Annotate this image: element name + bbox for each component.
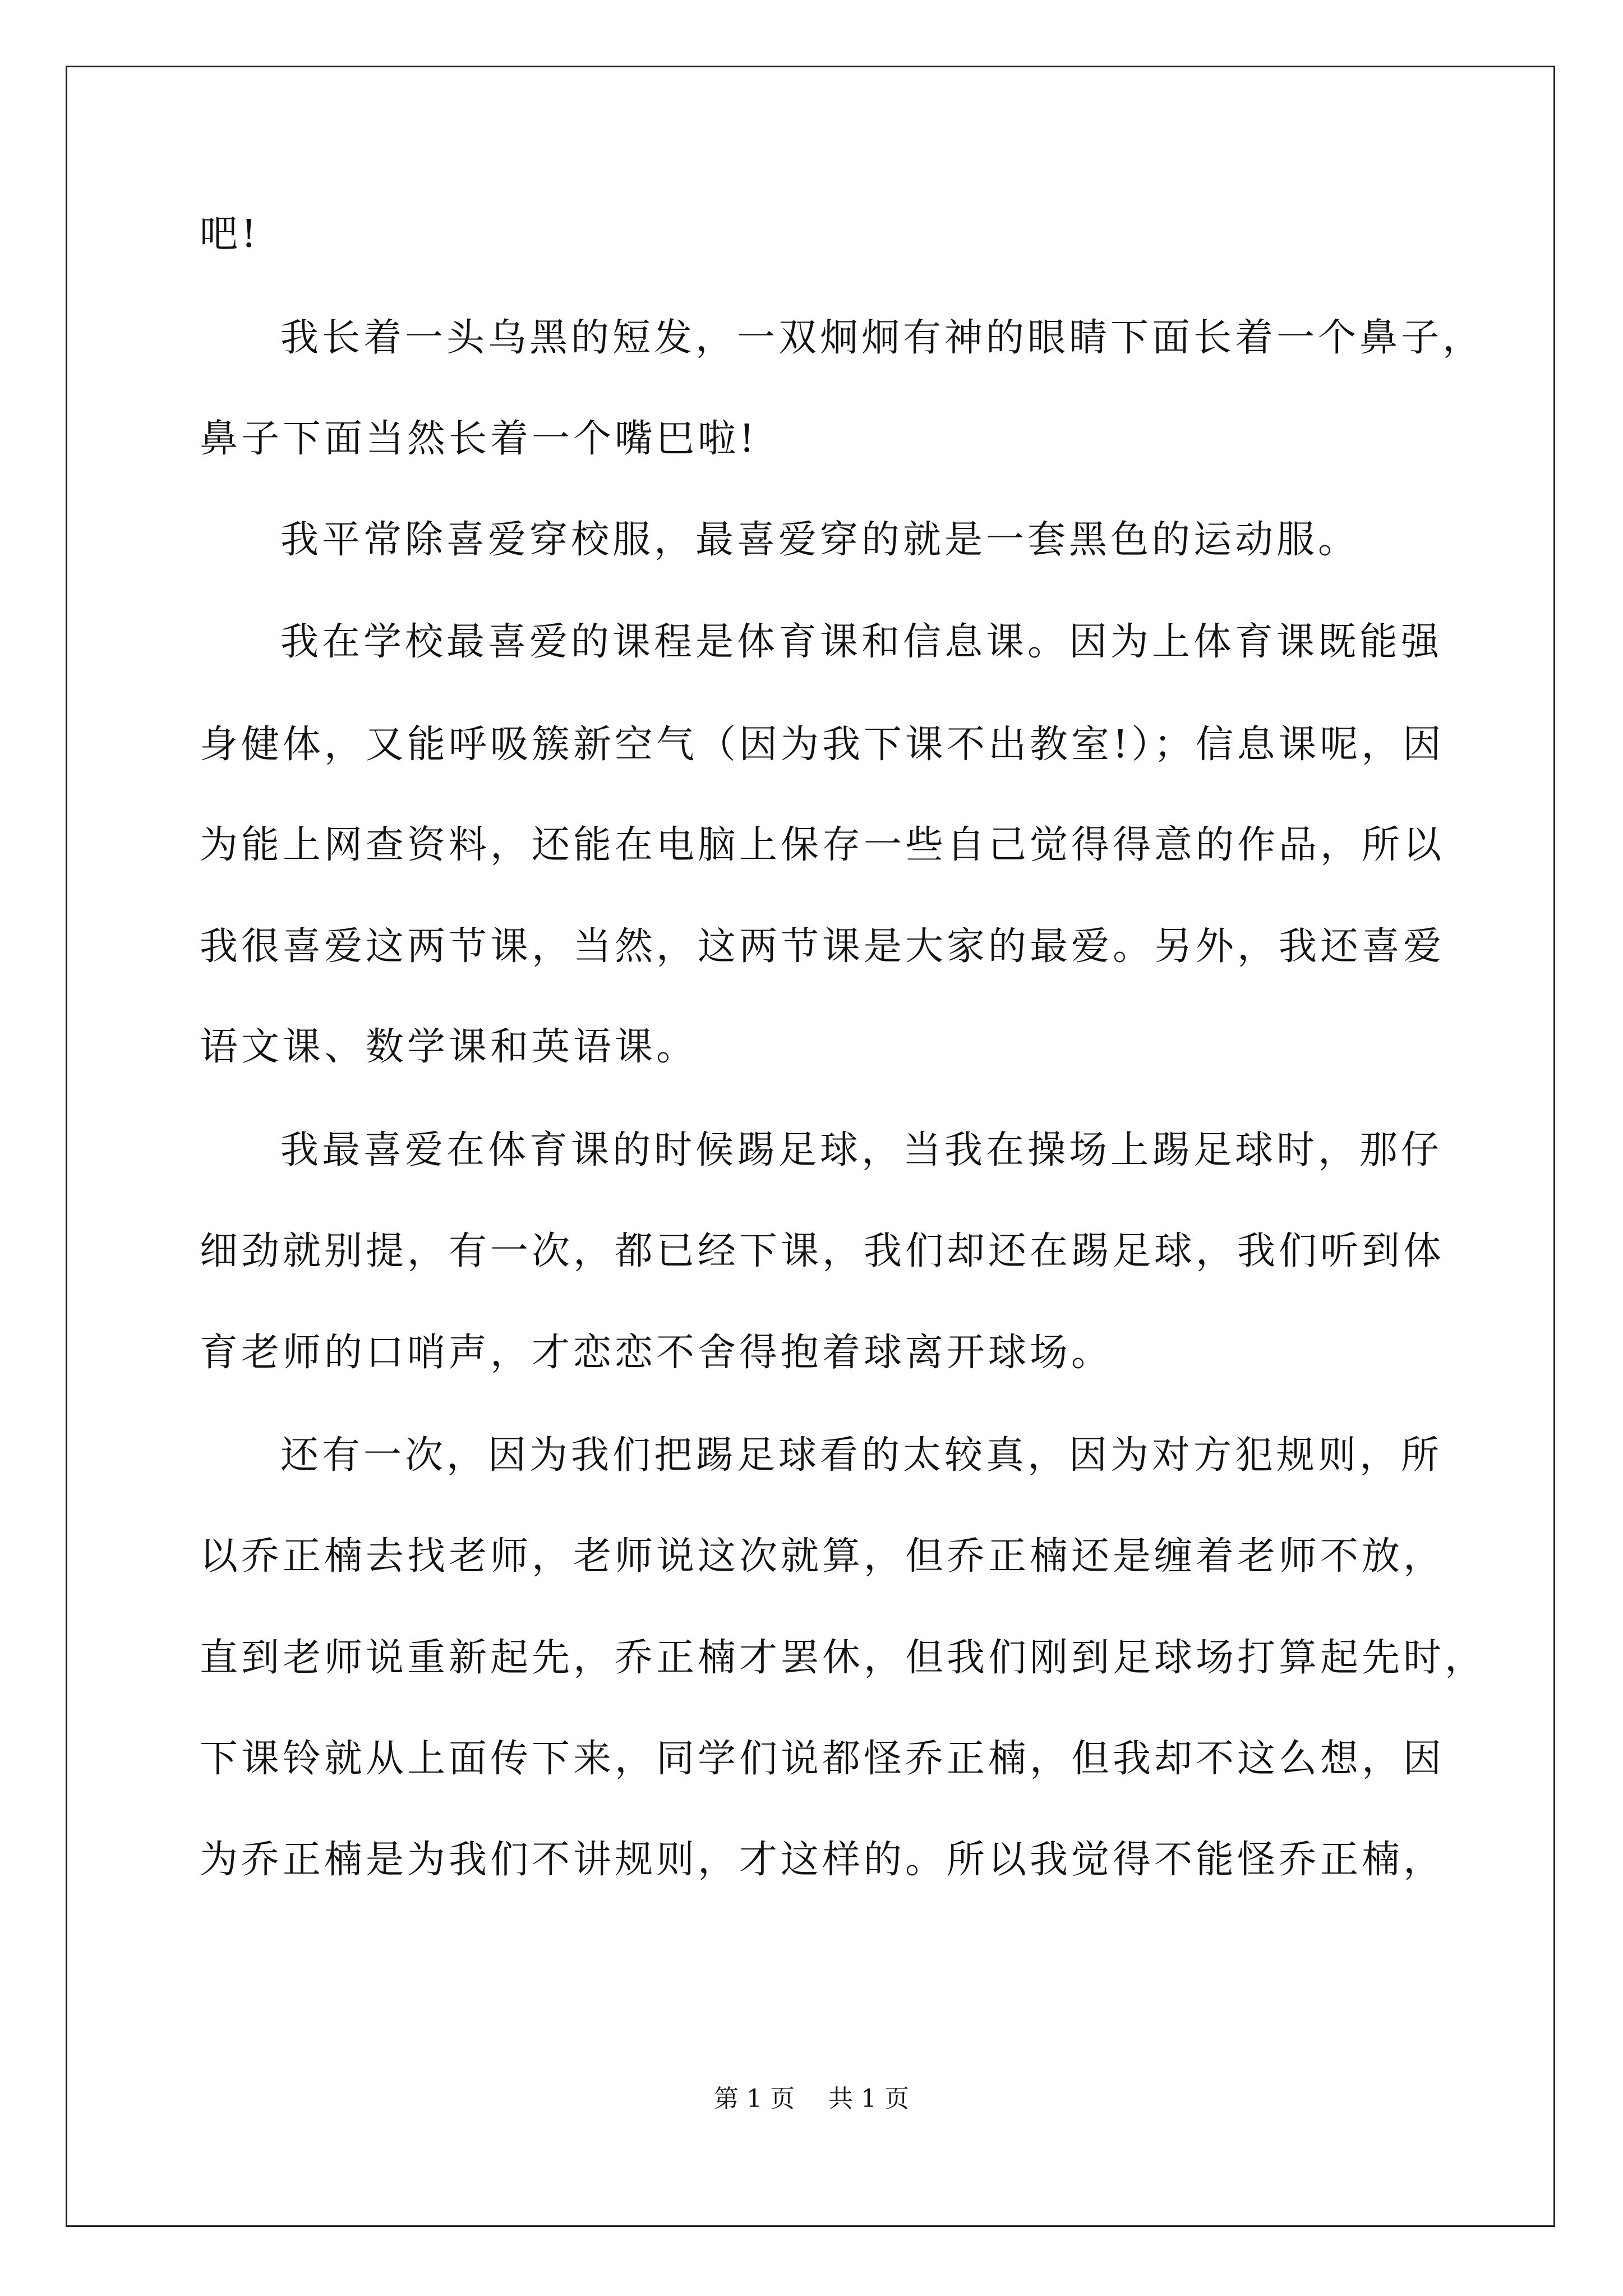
text-line-11: 细劲就别提，有一次，都已经下课，我们却还在踢足球，我们听到体 bbox=[200, 1229, 1445, 1273]
text-line-4: 我平常除喜爱穿校服，最喜爱穿的就是一套黑色的运动服。 bbox=[280, 518, 1360, 562]
text-line-7: 为能上网查资料，还能在电脑上保存一些自己觉得得意的作品，所以 bbox=[200, 823, 1445, 867]
text-line-16: 下课铃就从上面传下来，同学们说都怪乔正楠，但我却不这么想，因 bbox=[200, 1737, 1445, 1781]
text-line-10: 我最喜爱在体育课的时候踢足球，当我在操场上踢足球时，那仔 bbox=[280, 1128, 1443, 1172]
text-line-8: 我很喜爱这两节课，当然，这两节课是大家的最爱。另外，我还喜爱 bbox=[200, 924, 1445, 969]
text-line-6: 身健体，又能呼吸簇新空气（因为我下课不出教室!）；信息课呢，因 bbox=[200, 723, 1445, 767]
text-line-14: 以乔正楠去找老师，老师说这次就算，但乔正楠还是缠着老师不放， bbox=[200, 1534, 1445, 1579]
text-line-5: 我在学校最喜爱的课程是体育课和信息课。因为上体育课既能强 bbox=[280, 620, 1443, 664]
text-line-17: 为乔正楠是为我们不讲规则，才这样的。所以我觉得不能怪乔正楠， bbox=[200, 1838, 1445, 1882]
page-total: 共 1 页 bbox=[828, 2085, 909, 2113]
text-line-1: 吧! bbox=[200, 212, 260, 256]
text-line-13: 还有一次，因为我们把踢足球看的太较真，因为对方犯规则，所 bbox=[280, 1433, 1443, 1478]
text-line-3: 鼻子下面当然长着一个嘴巴啦! bbox=[200, 417, 758, 461]
page-number: 第 1 页 bbox=[714, 2085, 795, 2113]
page-footer bbox=[0, 2082, 1623, 2116]
text-line-15: 直到老师说重新起先，乔正楠才罢休，但我们刚到足球场打算起先时， bbox=[200, 1636, 1487, 1680]
text-line-12: 育老师的口哨声，才恋恋不舍得抱着球离开球场。 bbox=[200, 1331, 1113, 1375]
text-line-2: 我长着一头乌黑的短发，一双炯炯有神的眼睛下面长着一个鼻子， bbox=[280, 316, 1484, 360]
text-line-9: 语文课、数学课和英语课。 bbox=[200, 1025, 698, 1069]
